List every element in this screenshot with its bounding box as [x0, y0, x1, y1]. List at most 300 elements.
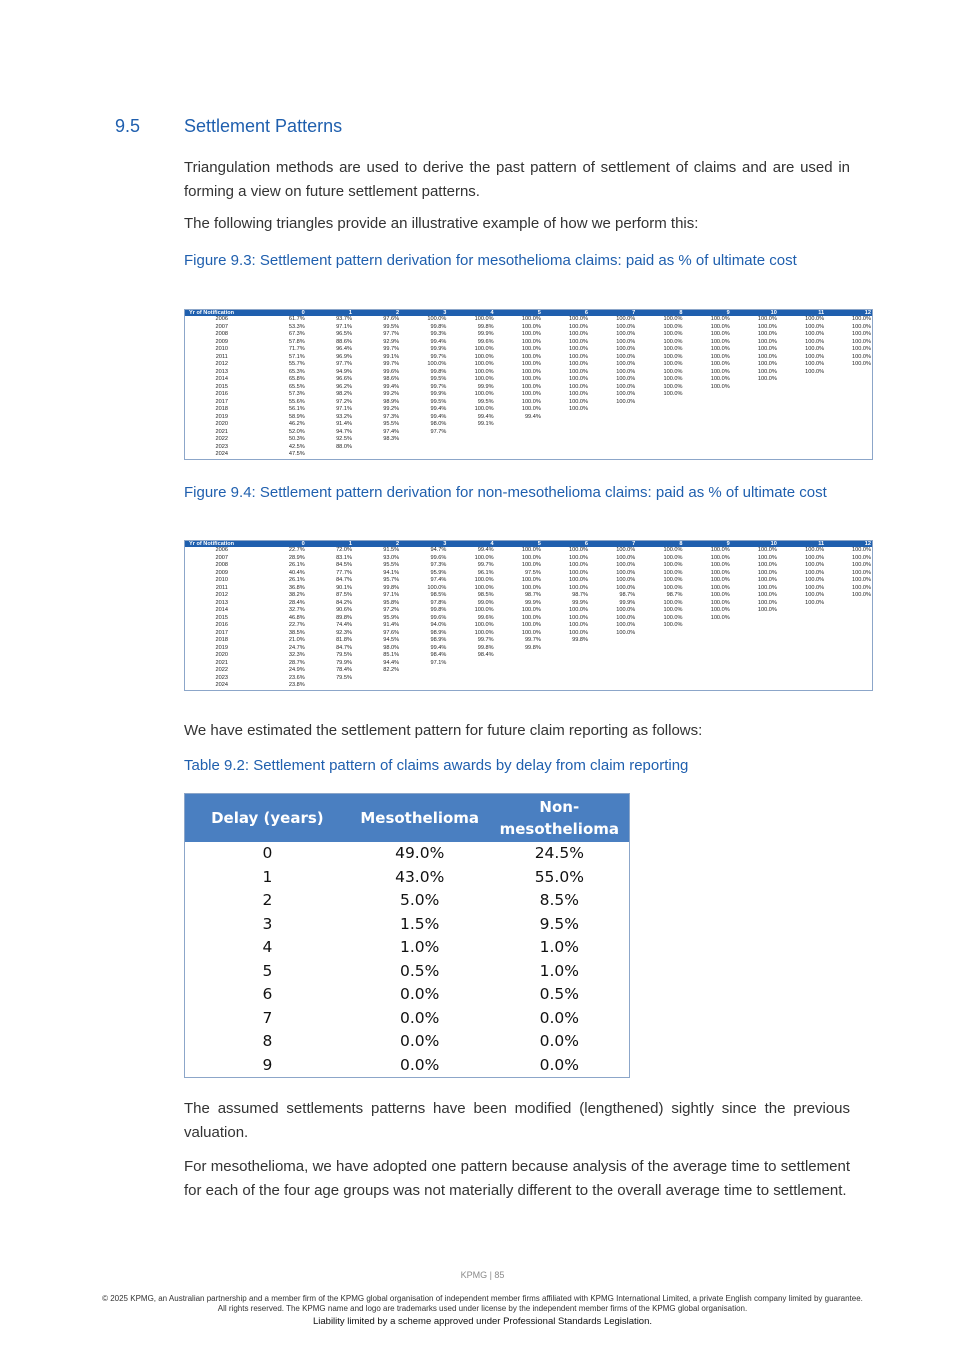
triangle-cell: 100.0%: [710, 614, 730, 621]
triangle-cell: 2023: [215, 443, 228, 450]
triangle-cell: 100.0%: [474, 346, 494, 352]
triangle-cell: [683, 421, 730, 429]
triangle-cell: 78.4%: [336, 667, 352, 673]
triangle-cell: [400, 451, 447, 459]
triangle-cell: [400, 682, 447, 690]
triangle-header-cell: 11: [778, 541, 825, 548]
triangle-row: [185, 391, 873, 399]
table-row: [185, 983, 630, 1007]
triangle-cell: 2009: [215, 569, 228, 576]
triangle-cell: 100.0%: [852, 569, 871, 576]
triangle-header-cell: 4: [447, 310, 494, 317]
triangle-cell: [825, 406, 872, 414]
triangle-cell: 97.7%: [430, 428, 447, 435]
triangle-cell: 100.0%: [474, 391, 494, 397]
triangle-cell: 100.0%: [710, 383, 730, 390]
triangle-cell: 79.9%: [336, 659, 352, 666]
triangle-cell: 100.0%: [757, 547, 777, 553]
triangle-cell: [447, 667, 494, 675]
triangle-cell: 98.3%: [383, 436, 400, 442]
triangle-cell: 97.8%: [430, 599, 447, 606]
triangle-cell: 99.8%: [430, 368, 447, 375]
triangle-cell: 100.0%: [757, 607, 777, 613]
triangle-cell: 99.7%: [477, 562, 494, 568]
triangle-cell: 100.0%: [663, 368, 683, 375]
table-cell: 24.5%: [534, 844, 584, 862]
triangle-cell: 40.4%: [288, 569, 305, 576]
assumed-paragraph: The assumed settlements patterns have been modified (lengthened) sightly since the previous valuation.: [184, 1100, 850, 1141]
section-title: Settlement Patterns: [184, 116, 343, 136]
triangle-cell: 100.0%: [616, 547, 636, 553]
triangle-cell: 100.0%: [616, 353, 636, 360]
triangle-cell: 100.0%: [710, 577, 730, 583]
triangle-cell: [589, 667, 636, 675]
triangle-cell: [636, 682, 683, 690]
triangle-cell: 99.8%: [430, 323, 447, 330]
triangle-cell: 100.0%: [569, 346, 589, 352]
triangle-header-cell: 1: [306, 541, 353, 548]
triangle-cell: 2011: [215, 353, 228, 360]
triangle-header-cell: 0: [259, 310, 306, 317]
triangle-cell: 100.0%: [427, 361, 447, 367]
triangle-cell: 93.0%: [383, 554, 400, 561]
triangle-cell: 2018: [215, 637, 228, 643]
triangle-header-cell: 9: [683, 310, 730, 317]
table-cell: 4: [262, 938, 273, 956]
triangle-row: [185, 667, 873, 675]
triangle-cell: 100.0%: [710, 323, 730, 330]
triangle-cell: [731, 414, 778, 422]
triangle-header-cell: 6: [542, 310, 589, 317]
triangle-cell: [495, 429, 542, 437]
triangle-cell: [353, 451, 400, 459]
triangle-cell: 84.5%: [336, 562, 352, 568]
table-cell: 6: [262, 985, 273, 1003]
triangle-cell: [825, 444, 872, 452]
triangle-cell: 100.0%: [521, 614, 541, 621]
triangle-cell: [731, 667, 778, 675]
triangle-cell: 100.0%: [805, 547, 825, 553]
triangle-cell: 100.0%: [569, 368, 589, 375]
triangle-cell: 100.0%: [805, 599, 825, 606]
triangle-cell: [778, 376, 825, 384]
mesothelioma-paragraph: For mesothelioma, we have adopted one pattern because analysis of the average time to settlement for each of the four age groups was not materially different to the overall average time to settlement.: [184, 1158, 850, 1199]
triangle-cell: 100.0%: [521, 629, 541, 636]
triangle-header-cell: 12: [825, 310, 872, 317]
triangle-cell: 82.2%: [383, 667, 400, 673]
triangle-cell: 2014: [215, 376, 228, 382]
triangle-cell: 100.0%: [474, 316, 494, 322]
table-cell: 0: [262, 844, 273, 862]
triangle-header-cell: 8: [636, 541, 683, 548]
triangle-row: [185, 675, 873, 683]
triangle-cell: [731, 406, 778, 414]
triangle-cell: 100.0%: [569, 316, 589, 322]
triangle-cell: 92.9%: [383, 338, 400, 345]
triangle-cell: 100.0%: [521, 554, 541, 561]
triangle-cell: 99.9%: [572, 599, 589, 606]
triangle-cell: 100.0%: [569, 547, 589, 553]
triangle-cell: [778, 391, 825, 399]
triangle-cell: [589, 429, 636, 437]
triangle-header-cell: 2: [353, 310, 400, 317]
triangle-cell: [683, 399, 730, 407]
triangle-cell: 100.0%: [710, 562, 730, 568]
triangle-cell: [589, 451, 636, 459]
estimate-paragraph: We have estimated the settlement pattern for future claim reporting as follows:: [184, 722, 703, 739]
triangle-cell: 2021: [215, 428, 228, 435]
triangle-row: [185, 436, 873, 444]
triangle-cell: 100.0%: [569, 629, 589, 636]
triangle-cell: [731, 682, 778, 690]
triangle-cell: 100.0%: [616, 338, 636, 345]
triangle-cell: [353, 675, 400, 683]
triangle-cell: 100.0%: [852, 338, 871, 345]
triangle-cell: 98.0%: [383, 644, 400, 651]
section-number: 9.5: [115, 116, 141, 136]
triangle-cell: [778, 436, 825, 444]
triangle-cell: 100.0%: [663, 577, 683, 583]
triangle-cell: [542, 675, 589, 683]
triangle-cell: 32.7%: [288, 607, 305, 613]
triangle-cell: 99.9%: [430, 346, 447, 352]
triangle-cell: 93.2%: [336, 413, 352, 420]
triangle-cell: 99.8%: [572, 637, 589, 643]
triangle-row: [185, 652, 873, 660]
triangle-cell: [778, 675, 825, 683]
triangle-cell: 100.0%: [757, 353, 777, 360]
triangle-cell: [825, 615, 872, 623]
triangle-row: [185, 547, 873, 555]
triangle-cell: [778, 645, 825, 653]
triangle-cell: [636, 429, 683, 437]
triangle-row: [185, 346, 873, 354]
triangle-cell: 2015: [215, 614, 228, 621]
table-cell: 0.0%: [400, 1055, 440, 1074]
triangle-cell: 100.0%: [521, 316, 541, 322]
triangle-cell: 100.0%: [616, 554, 636, 561]
table-cell: 0.0%: [539, 1032, 579, 1050]
triangle-cell: 100.0%: [521, 577, 541, 583]
triangle-cell: [778, 637, 825, 645]
triangle-cell: 100.0%: [852, 592, 871, 598]
triangle-cell: 100.0%: [852, 323, 871, 330]
triangle-cell: [495, 660, 542, 668]
triangle-cell: 92.3%: [336, 629, 352, 636]
triangle-cell: 100.0%: [569, 361, 589, 367]
intro-paragraph-1: Triangulation methods are used to derive the past pattern of settlement of claims and are used in forming a view on future settlement patterns.: [184, 159, 850, 200]
triangle-cell: [495, 675, 542, 683]
table-cell: 0.5%: [539, 985, 579, 1003]
triangle-row: [185, 585, 873, 593]
triangle-cell: 100.0%: [616, 398, 636, 405]
triangle-cell: [731, 615, 778, 623]
triangle-cell: 2016: [215, 391, 228, 397]
triangle-cell: 83.1%: [336, 554, 352, 561]
triangle-cell: 97.3%: [383, 413, 400, 420]
triangle-cell: 100.0%: [710, 353, 730, 360]
triangle-cell: 100.0%: [616, 323, 636, 330]
triangle-cell: [636, 451, 683, 459]
triangle-header-cell: 5: [495, 541, 542, 548]
triangle-cell: 100.0%: [757, 361, 777, 367]
triangle-cell: 94.4%: [383, 659, 400, 666]
triangle-cell: 2011: [215, 584, 228, 591]
table-row: [185, 889, 630, 913]
triangle-header-cell: 0: [259, 541, 306, 548]
triangle-cell: 100.0%: [521, 338, 541, 345]
triangle-cell: 100.0%: [663, 562, 683, 568]
settlement-pattern-table: [184, 793, 630, 1078]
triangle-cell: 100.0%: [616, 376, 636, 382]
triangle-cell: [731, 622, 778, 630]
triangle-cell: 65.8%: [288, 376, 305, 382]
triangle-cell: [825, 652, 872, 660]
triangle-cell: 100.0%: [521, 406, 541, 412]
triangle-cell: 99.7%: [524, 637, 541, 643]
triangle-header-cell: 7: [589, 541, 636, 548]
triangle-cell: 100.0%: [474, 577, 494, 583]
triangle-cell: 100.0%: [852, 584, 871, 591]
triangle-row: [185, 645, 873, 653]
triangle-cell: 100.0%: [710, 607, 730, 613]
triangle-cell: 100.0%: [521, 562, 541, 568]
triangle-cell: 100.0%: [663, 607, 683, 613]
triangle-cell: [778, 667, 825, 675]
triangle-cell: 2018: [215, 406, 228, 412]
triangle-header-cell: Yr of Notification: [185, 310, 259, 317]
triangle-cell: [731, 384, 778, 392]
triangle-cell: 99.8%: [383, 584, 400, 591]
triangle-cell: [636, 444, 683, 452]
triangle-row: [185, 607, 873, 615]
triangle-cell: [825, 630, 872, 638]
triangle-cell: [447, 682, 494, 690]
triangle-cell: 100.0%: [616, 614, 636, 621]
triangle-cell: 100.0%: [521, 607, 541, 613]
triangle-cell: 99.4%: [524, 413, 541, 420]
triangle-cell: [825, 660, 872, 668]
triangle-cell: 98.9%: [383, 398, 400, 405]
triangle-cell: 100.0%: [569, 338, 589, 345]
triangle-cell: [683, 667, 730, 675]
triangle-cell: [495, 451, 542, 459]
triangle-cell: 61.7%: [288, 316, 305, 322]
triangle-cell: [495, 444, 542, 452]
triangle-cell: 81.8%: [336, 637, 352, 643]
triangle-cell: 2015: [215, 383, 228, 390]
triangle-cell: 2021: [215, 659, 228, 666]
triangle-cell: 100.0%: [663, 361, 683, 367]
triangle-cell: 95.9%: [430, 569, 447, 576]
triangle-cell: 36.8%: [288, 584, 305, 591]
table-cell: 0.0%: [400, 1008, 440, 1027]
triangle-cell: 100.0%: [474, 607, 494, 613]
triangle-cell: 100.0%: [569, 569, 589, 576]
triangle-cell: 2023: [215, 674, 228, 681]
triangle-cell: 2006: [215, 316, 228, 322]
triangle-cell: [683, 436, 730, 444]
triangle-cell: [731, 637, 778, 645]
triangle-row: [185, 376, 873, 384]
triangle-cell: 100.0%: [757, 376, 777, 382]
non-mesothelioma-triangle-table: [184, 540, 873, 691]
copyright-notice: © 2025 KPMG, an Australian partnership and a member firm of the KPMG global organisation of independent member firms affiliated with KPMG International Limited, a private English company limited by guarantee. All rights reserved. The KPMG name and logo are trademarks used under license by the independent member firms of the KPMG global organisation.: [102, 1294, 863, 1313]
triangle-cell: 2024: [215, 682, 228, 688]
triangle-cell: [825, 451, 872, 459]
triangle-cell: 2019: [215, 644, 228, 651]
triangle-header-cell: 3: [400, 541, 447, 548]
triangle-cell: 97.1%: [430, 659, 447, 666]
triangle-cell: 84.2%: [336, 599, 352, 606]
triangle-cell: 100.0%: [805, 554, 825, 561]
triangle-cell: 100.0%: [852, 346, 871, 352]
triangle-cell: 100.0%: [663, 338, 683, 345]
triangle-cell: 91.4%: [383, 622, 400, 628]
triangle-cell: 100.0%: [663, 391, 683, 397]
triangle-cell: [683, 429, 730, 437]
triangle-cell: 99.2%: [383, 406, 400, 412]
triangle-cell: [400, 444, 447, 452]
triangle-cell: 100.0%: [805, 331, 825, 337]
triangle-cell: 87.5%: [336, 592, 352, 598]
table-row: [185, 842, 630, 866]
triangle-cell: [495, 667, 542, 675]
triangle-cell: [731, 630, 778, 638]
triangle-cell: 100.0%: [852, 353, 871, 360]
triangle-cell: [731, 436, 778, 444]
triangle-cell: 98.7%: [572, 592, 589, 598]
triangle-cell: 98.6%: [383, 376, 400, 382]
triangle-cell: [447, 444, 494, 452]
triangle-cell: 94.7%: [430, 547, 447, 553]
triangle-cell: 99.4%: [430, 338, 447, 345]
triangle-cell: 100.0%: [521, 547, 541, 553]
triangle-cell: [400, 675, 447, 683]
triangle-row: [185, 316, 873, 324]
triangle-cell: [731, 421, 778, 429]
table-row: [185, 1054, 630, 1078]
triangle-cell: 99.4%: [430, 406, 447, 412]
triangle-cell: 56.1%: [288, 406, 305, 412]
triangle-cell: 65.5%: [288, 383, 305, 390]
triangle-cell: [778, 429, 825, 437]
triangle-cell: 100.0%: [616, 607, 636, 613]
triangle-cell: [683, 406, 730, 414]
triangle-cell: 100.0%: [427, 316, 447, 322]
triangle-cell: 23.6%: [288, 674, 305, 681]
triangle-cell: 72.0%: [336, 547, 352, 553]
table-cell: 8: [262, 1032, 273, 1050]
triangle-cell: 2007: [215, 554, 228, 561]
triangle-cell: [731, 451, 778, 459]
triangle-cell: 100.0%: [521, 376, 541, 382]
table-cell: 1.0%: [539, 961, 579, 980]
triangle-cell: 95.7%: [383, 577, 400, 583]
table-cell: 0.0%: [539, 1008, 579, 1027]
triangle-cell: 100.0%: [474, 584, 494, 591]
triangle-cell: 100.0%: [616, 629, 636, 636]
table-9-2-caption: Table 9.2: Settlement pattern of claims awards by delay from claim reporting: [184, 757, 689, 774]
triangle-row: [185, 354, 873, 362]
triangle-cell: 99.9%: [430, 391, 447, 397]
triangle-cell: 98.4%: [477, 652, 494, 658]
triangle-cell: [636, 414, 683, 422]
triangle-cell: 99.4%: [477, 547, 494, 553]
triangle-cell: 98.7%: [666, 592, 683, 598]
triangle-header-cell: Yr of Notification: [185, 541, 259, 548]
triangle-cell: 100.0%: [521, 353, 541, 360]
table-cell: 49.0%: [395, 844, 445, 862]
triangle-cell: 92.5%: [336, 436, 352, 442]
triangle-cell: 98.9%: [430, 637, 447, 643]
triangle-cell: [589, 660, 636, 668]
triangle-row: [185, 615, 873, 623]
triangle-cell: [825, 369, 872, 377]
triangle-cell: 52.0%: [288, 428, 305, 435]
triangle-cell: 84.7%: [336, 577, 352, 583]
triangle-cell: 99.5%: [430, 376, 447, 382]
triangle-cell: 91.5%: [383, 547, 400, 553]
triangle-cell: 97.2%: [336, 398, 352, 405]
triangle-cell: 100.0%: [521, 383, 541, 390]
triangle-cell: 2010: [215, 577, 228, 583]
triangle-row: [185, 361, 873, 369]
triangle-cell: 100.0%: [710, 376, 730, 382]
triangle-cell: 97.1%: [383, 592, 400, 598]
triangle-cell: 100.0%: [663, 584, 683, 591]
triangle-cell: [683, 645, 730, 653]
triangle-cell: 22.7%: [288, 622, 305, 628]
triangle-cell: 100.0%: [616, 569, 636, 576]
triangle-cell: [447, 451, 494, 459]
triangle-cell: 100.0%: [757, 331, 777, 337]
triangle-cell: 90.6%: [336, 607, 352, 613]
triangle-row: [185, 630, 873, 638]
triangle-header-cell: 2: [353, 541, 400, 548]
triangle-cell: 100.0%: [757, 562, 777, 568]
triangle-row: [185, 414, 873, 422]
triangle-cell: [447, 660, 494, 668]
triangle-cell: 97.4%: [383, 428, 400, 435]
triangle-cell: 57.1%: [288, 353, 305, 360]
triangle-cell: 100.0%: [616, 577, 636, 583]
triangle-cell: 100.0%: [427, 584, 447, 591]
triangle-cell: 85.1%: [383, 652, 400, 658]
table-cell: 1: [262, 867, 273, 886]
triangle-row: [185, 592, 873, 600]
triangle-cell: [731, 391, 778, 399]
triangle-row: [185, 444, 873, 452]
triangle-cell: 100.0%: [663, 554, 683, 561]
table-row: [185, 936, 630, 960]
triangle-cell: 94.5%: [383, 637, 400, 643]
triangle-cell: 26.1%: [288, 562, 305, 568]
triangle-cell: 98.7%: [524, 592, 541, 598]
triangle-cell: 100.0%: [757, 599, 777, 606]
triangle-cell: 96.6%: [336, 376, 352, 382]
triangle-cell: 99.9%: [524, 599, 541, 606]
triangle-cell: [825, 429, 872, 437]
triangle-cell: 100.0%: [474, 554, 494, 561]
triangle-cell: [636, 630, 683, 638]
triangle-cell: 99.7%: [477, 637, 494, 643]
triangle-cell: [683, 652, 730, 660]
triangle-cell: [731, 652, 778, 660]
triangle-header-cell: 1: [306, 310, 353, 317]
triangle-cell: 100.0%: [474, 361, 494, 367]
triangle-cell: [542, 645, 589, 653]
